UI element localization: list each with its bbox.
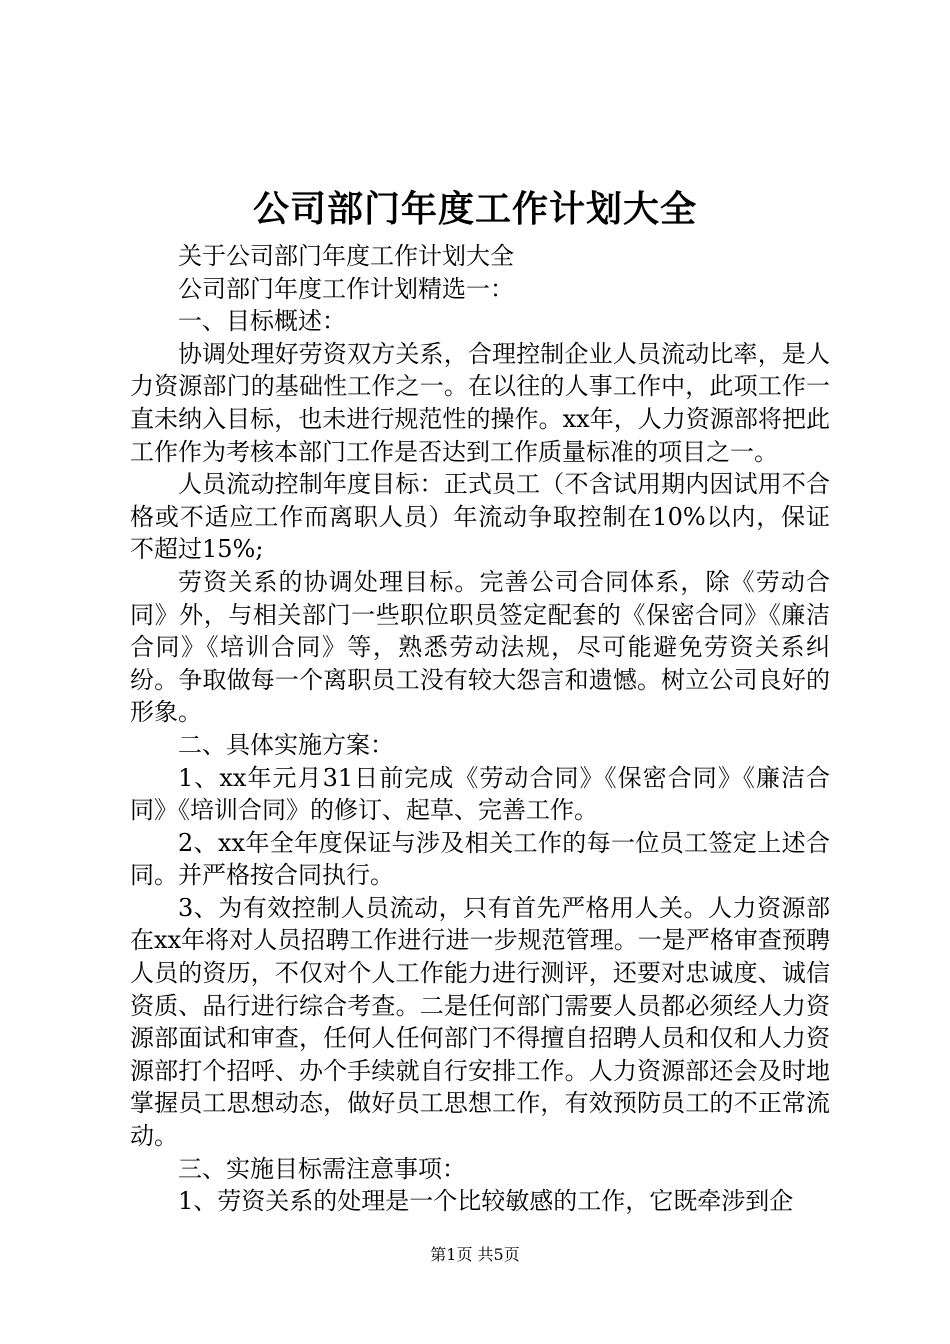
paragraph-plan-item-1: 1、xx年元月31日前完成《劳动合同》《保密合同》《廉洁合同》《培训合同》的修订、起草、完善工作。 (130, 763, 830, 825)
paragraph-contract-system: 劳资关系的协调处理目标。完善公司合同体系，除《劳动合同》外，与相关部门一些职位职员签定配套的《保密合同》《廉洁合同》《培训合同》等，熟悉劳动法规，尽可能避免劳资关系纠纷。争取做每一个离职员工没有较大怨言和遗憾。树立公司良好的形象。 (130, 567, 830, 727)
heading-implementation-plan: 二、具体实施方案： (178, 730, 394, 759)
document-body (130, 240, 830, 1218)
paragraph-turnover-target: 人员流动控制年度目标：正式员工（不含试用期内因试用不合格或不适应工作而离职人员）年流动争取控制在10%以内，保证不超过15%; (130, 470, 830, 564)
paragraph-plan-item-2: 2、xx年全年度保证与涉及相关工作的每一位员工签定上述合同。并严格按合同执行。 (130, 828, 830, 890)
paragraph-notes-item-1: 1、劳资关系的处理是一个比较敏感的工作，它既牵涉到企 (178, 1187, 794, 1216)
document-title: 公司部门年度工作计划大全 (252, 188, 697, 230)
paragraph-section-intro: 公司部门年度工作计划精选一： (178, 274, 514, 303)
page-number-footer: 第1页 共5页 (430, 1245, 520, 1264)
paragraph-plan-item-3: 3、为有效控制人员流动，只有首先严格用人关。人力资源部在xx年将对人员招聘工作进行进一步规范管理。一是严格审查预聘人员的资历，不仅对个人工作能力进行测评，还要对忠诚度、诚信资质、品行进行综合考查。二是任何部门需要人员都必须经人力资源部面试和审查，任何人任何部门不得擅自招聘人员和仅和人力资源部打个招呼、办个手续就自行安排工作。人力资源部还会及时地掌握员工思想动态，做好员工思想工作，有效预防员工的不正常流动。 (130, 893, 830, 1151)
heading-goal-overview: 一、目标概述： (178, 307, 346, 336)
heading-notes: 三、实施目标需注意事项： (178, 1154, 466, 1183)
paragraph-subtitle: 关于公司部门年度工作计划大全 (178, 242, 514, 270)
paragraph-labor-relations: 协调处理好劳资双方关系，合理控制企业人员流动比率，是人力资源部门的基础性工作之一。在以往的人事工作中，此项工作一直未纳入目标，也未进行规范性的操作。xx年，人力资源部将把此工作作为考核本部门工作是否达到工作质量标准的项目之一。 (130, 339, 830, 466)
